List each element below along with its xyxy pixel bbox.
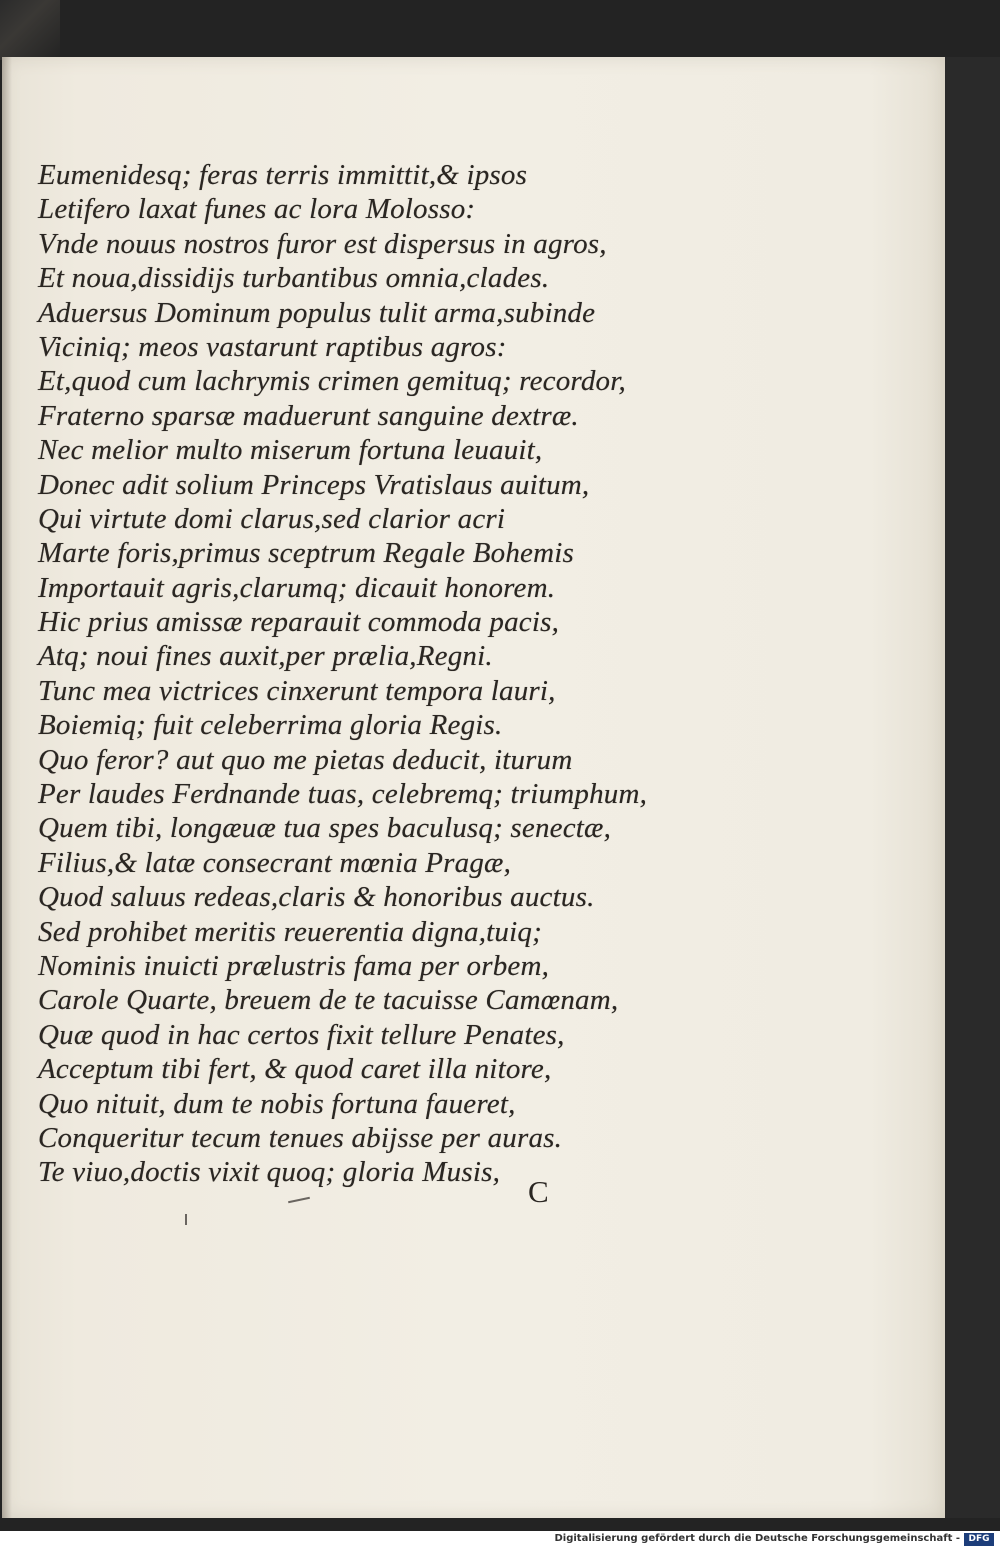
verse-text-block <box>38 158 738 1190</box>
verse-line: Importauit agris,clarumq; dicauit honorem. <box>38 571 556 604</box>
verse-line: Quæ quod in hac certos fixit tellure Penates, <box>38 1018 565 1051</box>
scan-corner-shadow <box>0 0 60 60</box>
footer-bar <box>0 1531 1000 1549</box>
verse-line: Per laudes Ferdnande tuas, celebremq; triumphum, <box>38 778 648 811</box>
verse-line: Quem tibi, longæuæ tua spes baculusq; senectæ, <box>38 812 612 845</box>
verse-line: Acceptum tibi fert, & quod caret illa nitore, <box>38 1053 552 1086</box>
verse-line: Conqueritur tecum tenues abijsse per auras. <box>38 1121 563 1154</box>
dfg-logo: DFG <box>964 1533 994 1546</box>
verse-line: Tunc mea victrices cinxerunt tempora lauri, <box>38 674 556 707</box>
verse-line: Te viuo,doctis vixit quoq; gloria Musis, <box>38 1156 501 1189</box>
verse-line: Atq; noui fines auxit,per prælia,Regni. <box>38 640 493 673</box>
verse-line: Et noua,dissidijs turbantibus omnia,clades. <box>38 262 550 295</box>
verse-line: Nec melior multo miserum fortuna leuauit, <box>38 434 543 467</box>
verse-line: Aduersus Dominum populus tulit arma,subinde <box>38 296 596 329</box>
verse-line: Marte foris,primus sceptrum Regale Bohemis <box>38 537 574 570</box>
verse-line: Filius,& latæ consecrant mœnia Pragæ, <box>38 846 512 879</box>
footer-credit-text: Digitalisierung gefördert durch die Deutsche Forschungsgemeinschaft - <box>554 1533 960 1544</box>
verse-line: Hic prius amissæ reparauit commoda pacis, <box>38 606 560 639</box>
verse-line: Et,quod cum lachrymis crimen gemituq; recordor, <box>38 365 626 398</box>
verse-line: Quo feror? aut quo me pietas deducit, iturum <box>38 743 573 776</box>
verse-line: Nominis inuicti prælustris fama per orbem, <box>38 949 550 982</box>
verse-line: Viciniq; meos vastarunt raptibus agros: <box>38 330 507 363</box>
stray-ink-mark <box>185 1214 187 1225</box>
verse-line: Sed prohibet meritis reuerentia digna,tuiq; <box>38 915 542 948</box>
page-edge-shadow <box>945 57 1000 1518</box>
verse-line: Boiemiq; fuit celeberrima gloria Regis. <box>38 709 503 742</box>
signature-mark: C <box>528 1174 549 1209</box>
verse-line: Quod saluus redeas,claris & honoribus auctus. <box>38 881 595 914</box>
verse-line: Donec adit solium Princeps Vratislaus auitum, <box>38 468 590 501</box>
verse-line: Quo nituit, dum te nobis fortuna faueret, <box>38 1087 516 1120</box>
verse-line: Fraterno sparsæ maduerunt sanguine dextræ. <box>38 399 579 432</box>
verse-line: Eumenidesq; feras terris immittit,& ipsos <box>38 159 528 191</box>
verse-line: Qui virtute domi clarus,sed clarior acri <box>38 502 506 535</box>
verse-line: Letifero laxat funes ac lora Molosso: <box>38 193 476 226</box>
verse-line: Carole Quarte, breuem de te tacuisse Camœnam, <box>38 984 619 1017</box>
verse-line: Vnde nouus nostros furor est dispersus in agros, <box>38 227 607 260</box>
